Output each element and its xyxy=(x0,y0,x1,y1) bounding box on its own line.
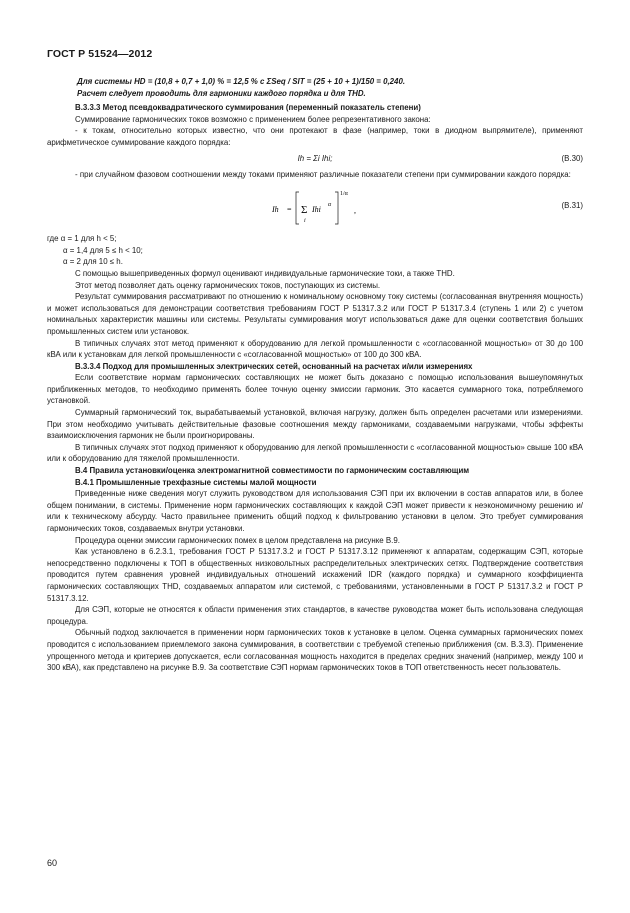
paragraph-formulas-use: С помощью вышеприведенных формул оценивают индивидуальные гармонические токи, а также THD. xyxy=(75,268,455,278)
section-b41-heading: В.4.1 Промышленные трехфазные системы малой мощности xyxy=(75,477,317,487)
equation-b30-number: (В.30) xyxy=(561,153,583,163)
intro-thd-line: Расчет следует проводить для гармоники каждого порядка и для THD. xyxy=(77,88,366,98)
section-b334-heading: В.3.3.4 Подход для промышленных электрических сетей, основанный на расчетах и/или измерениях xyxy=(75,361,473,371)
paragraph-method-estimate: Этот метод позволяет дать оценку гармонических токов, поступающих из системы. xyxy=(75,280,381,290)
where-line-1: где α = 1 для h < 5; xyxy=(47,234,117,244)
equation-b30 xyxy=(47,149,583,169)
where-line-3: α = 2 для 10 ≤ h. xyxy=(63,257,123,267)
section-b4-heading: В.4 Правила установки/оценка электромагнитной совместимости по гармоническим составляющим xyxy=(75,466,470,476)
page-content xyxy=(47,76,583,674)
paragraph-arithmetic: - к токам, относительно которых известно, что они протекают в фазе (например, токи в диодном выпрямителе), применяют арифметическое суммирование каждого порядка: xyxy=(47,126,583,147)
paragraph-summation: Суммирование гармонических токов возможно с применением более репрезентативного закона: xyxy=(75,114,431,124)
where-block xyxy=(47,233,583,268)
b31-index-i: i xyxy=(304,218,306,225)
where-line-2: α = 1,4 для 5 ≤ h < 10; xyxy=(63,245,143,255)
paragraph-procedure: Процедура оценки эмиссии гармонических помех в целом представлена на рисунке В.9. xyxy=(75,535,400,545)
equation-b31 xyxy=(47,183,583,229)
page-number: 60 xyxy=(47,858,58,868)
paragraph-total-current: Суммарный гармонический ток, вырабатываемый установкой, включая нагрузку, должен быть определен расчетами или измерениями. При этом необходимо учитывать действительные фазовые соотношения между гармониками, создаваемыми нагрузками, чтобы эффекты взаимоисключения гармоник не были проигнорированы. xyxy=(47,408,583,441)
svg-text:,: , xyxy=(354,206,356,216)
equation-b31-number: (В.31) xyxy=(561,201,583,211)
paragraph-typical-cases: В типичных случаях этот метод применяют к оборудованию для легкой промышленности с «согласованной мощностью» от 30 до 100 кВА или к установкам для легкой промышленности с «согласованной мощностью» от 100 до 300 кВА. xyxy=(47,338,583,360)
paragraph-if-not-proven: Если соответствие нормам гармонических составляющих не может быть доказано с помощью использования вышеупомянутых приближенных методов, то необходимо применять более точную оценку эмиссии гармоник. Это касается суммарного тока, потребляемого установкой. xyxy=(47,373,583,406)
b31-sum-sign: Σ xyxy=(301,204,308,217)
section-b333-heading: В.3.3.3 Метод псевдоквадратического суммирования (переменный показатель степени) xyxy=(75,103,421,113)
paragraph-result: Результат суммирования рассматривают по отношению к номинальному основному току системы (согласованная внутренняя мощность) и может использоваться для демонстрации соответствия требованиям ГОСТ Р 51317.3.2 или ГОСТ Р 51317.3.4 (ступень 1 или 2) с учетом номинальных характеристик машины или системы. Результаты суммирования могут использоваться даже для оценки соответствия больших промышленных систем или установок. xyxy=(47,292,583,336)
intro-hd-line: Для системы HD = (10,8 + 0,7 + 1,0) % = 12,5 % с ΣSeq / SIT = (25 + 10 + 1)/150 = 0,240. xyxy=(77,77,406,86)
b31-exponent: 1/α xyxy=(340,191,348,198)
paragraph-other-sep: Для СЭП, которые не относятся к области применения этих стандартов, в качестве руководства может быть использована следующая процедура. xyxy=(47,605,583,626)
b31-ihi: Ihi xyxy=(312,205,321,215)
paragraph-typical-cases-2: В типичных случаях этот подход применяют к оборудованию для легкой промышленности с «согласованной мощностью» свыше 100 кВА или к оборудованию для тяжелой промышленности. xyxy=(47,442,583,464)
document-header: ГОСТ Р 51524—2012 xyxy=(47,48,153,60)
equation-b31-formula xyxy=(272,186,382,230)
svg-text:=: = xyxy=(287,205,292,215)
b31-ih: Ih xyxy=(272,205,279,215)
equation-b30-formula: Ih = Σi Ihi; xyxy=(297,153,333,163)
paragraph-guidance: Приведенные ниже сведения могут служить руководством для использования СЭП при их включении в состав аппаратов или, в более общем понимании, в системы. Применение норм гармонических составляющих к каждой СЭП может привести к неэкономичному решению и/или к техническому абсурду. Часто правильнее применить общий подход к фильтрованию установки в целом. Это требует суммирования гармонических токов, создаваемых внутри установки. xyxy=(47,489,583,533)
paragraph-requirements: Как установлено в 6.2.3.1, требования ГОСТ Р 51317.3.2 и ГОСТ Р 51317.3.12 применяют к аппаратам, содержащим СЭП, которые непосредственно подключены к ТОП в общественных низковольтных распределительных электрических сетях. Подтверждение соответствия проводится путем сравнения уровней индивидуальных отношений искажений IDR (каждого порядка) и суммарного коэффициента гармонических составляющих THD, создаваемых аппаратом или системой, с требованиями, установленными в ГОСТ Р 51317.3.2 и ГОСТ Р 51317.3.12. xyxy=(47,547,583,603)
paragraph-random-phase: - при случайном фазовом соотношении между токами применяют различные показатели степени при суммировании каждого порядка: xyxy=(75,169,571,179)
paragraph-usual-approach: Обычный подход заключается в применении норм гармонических токов к установке в целом. Оценка суммарных гармонических помех проводится с использованием приемлемого закона суммирования, в соответствии с требуемой степенью приближения (см. В.3.3). Применение упрощенного метода и критериев допускается, если согласованная мощность находится в пределах средних значений (например, между 100 и 300 кВА), как представлено на рисунке В.9. За соответствие СЭП нормам гармонических токов в ТОП ответственность несет пользователь. xyxy=(47,628,583,673)
b31-alpha: α xyxy=(328,202,332,209)
